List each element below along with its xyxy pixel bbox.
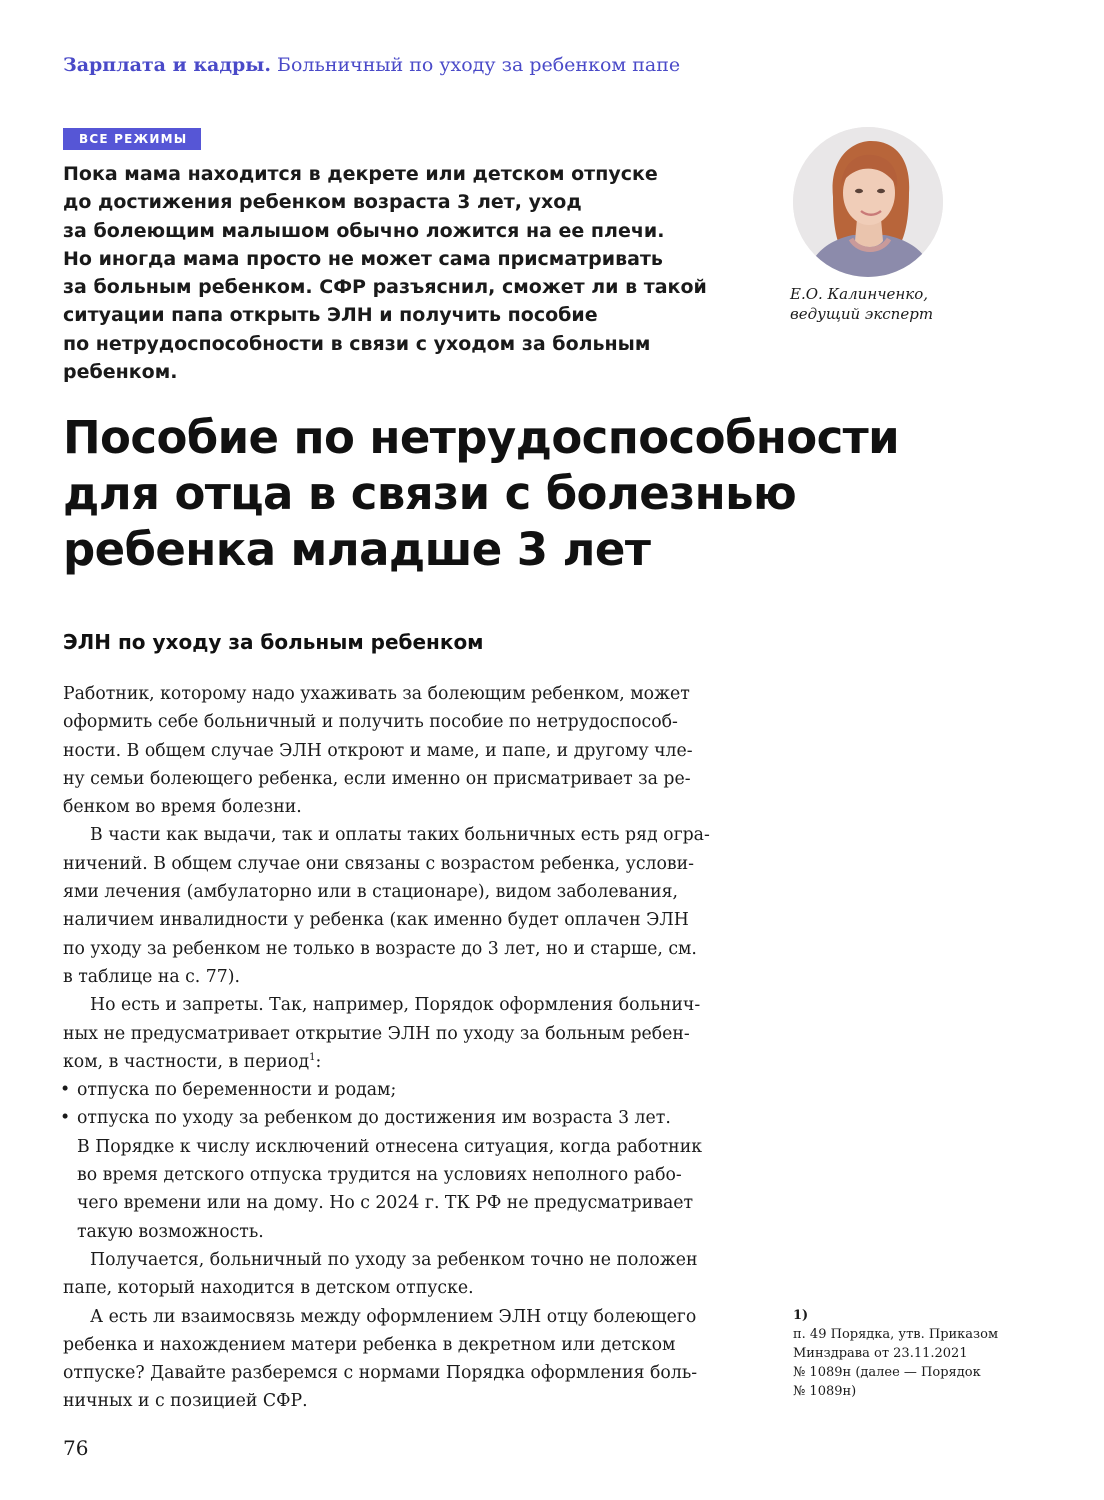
bullet-marker: • bbox=[60, 1080, 71, 1101]
paragraph bbox=[63, 991, 753, 1076]
page-number: 76 bbox=[63, 1436, 89, 1460]
footnote-line: № 1089н) bbox=[793, 1384, 857, 1399]
body-line: в таблице на с. 77). bbox=[63, 966, 241, 987]
body-line: ных не предусматривает открытие ЭЛН по уходу за больным ребен- bbox=[63, 1023, 690, 1044]
body-line: ничных и с позицией СФР. bbox=[63, 1391, 308, 1412]
lead-line: за больным ребенком. СФР разъяснил, сможет ли в такой bbox=[63, 276, 707, 299]
title-line: ребенка младше 3 лет bbox=[63, 523, 651, 576]
author-caption bbox=[790, 284, 933, 324]
footnote-text: п. 49 Порядка, утв. Приказом bbox=[793, 1327, 999, 1342]
author-name: Е.О. Калинченко, bbox=[790, 285, 929, 303]
lead-line: ситуации папа открыть ЭЛН и получить пособие bbox=[63, 304, 598, 327]
body-line: отпуске? Давайте разберемся с нормами Порядка оформления боль- bbox=[63, 1363, 698, 1384]
body-line: Работник, которому надо ухаживать за болеющим ребенком, может bbox=[63, 684, 690, 704]
lead-line: по нетрудоспособности в связи с уходом за больным bbox=[63, 332, 651, 355]
bullet-continuation: во время детского отпуска трудится на условиях неполного рабо- bbox=[77, 1165, 682, 1186]
lead-line: Пока мама находится в декрете или детском отпуске bbox=[63, 163, 658, 185]
running-head-topic: Больничный по уходу за ребенком папе bbox=[277, 54, 681, 76]
paragraph bbox=[63, 1303, 753, 1416]
article-body bbox=[60, 680, 753, 1416]
bullet-text: отпуска по беременности и родам; bbox=[77, 1080, 397, 1101]
body-line: В части как выдачи, так и оплаты таких больничных есть ряд огра- bbox=[90, 825, 710, 846]
author-photo bbox=[793, 127, 943, 277]
title-line: Пособие по нетрудоспособности bbox=[63, 411, 900, 464]
lead-paragraph bbox=[63, 160, 753, 386]
bullet-marker: • bbox=[60, 1108, 71, 1129]
footnote-ref-link[interactable]: 1 bbox=[309, 1051, 316, 1063]
body-line: по уходу за ребенком не только в возрасте до 3 лет, но и старше, см. bbox=[63, 938, 697, 959]
lead-line: ребенком. bbox=[63, 361, 178, 384]
paragraph bbox=[63, 821, 753, 991]
bullet-continuation: такую возможность. bbox=[77, 1221, 264, 1242]
body-line: А есть ли взаимосвязь между оформлением ЭЛН отцу болеющего bbox=[90, 1306, 697, 1327]
bullet-text: отпуска по уходу за ребенком до достижения им возраста 3 лет. bbox=[77, 1108, 671, 1129]
body-line: ями лечения (амбулаторно или в стационаре), видом заболевания, bbox=[63, 882, 679, 903]
bullet-continuation: В Порядке к числу исключений отнесена ситуация, когда работник bbox=[77, 1136, 703, 1157]
bullet-item bbox=[60, 1104, 753, 1132]
footnote-line: Минздрава от 23.11.2021 bbox=[793, 1346, 968, 1361]
bullet-continuation: чего времени или на дому. Но с 2024 г. ТК РФ не предусматривает bbox=[77, 1193, 694, 1214]
body-line: ну семьи болеющего ребенка, если именно он присматривает за ре- bbox=[63, 768, 691, 789]
paragraph bbox=[63, 680, 753, 821]
footnote-line: № 1089н (далее — Порядок bbox=[793, 1365, 981, 1380]
body-line: Но есть и запреты. Так, например, Порядок оформления больнич- bbox=[90, 995, 701, 1016]
author-portrait-image bbox=[793, 127, 943, 277]
body-line: папе, который находится в детском отпуске. bbox=[63, 1278, 474, 1299]
running-head-section: Зарплата и кадры. bbox=[63, 54, 271, 76]
author-role: ведущий эксперт bbox=[790, 305, 934, 323]
body-line: бенком во время болезни. bbox=[63, 797, 302, 818]
article-title bbox=[63, 410, 899, 578]
body-line-end: : bbox=[315, 1051, 322, 1072]
bullet-list bbox=[60, 1076, 753, 1246]
body-line bbox=[63, 1048, 753, 1076]
body-line: ребенка и нахождением матери ребенка в декретном или детском bbox=[63, 1334, 676, 1355]
body-line: ничений. В общем случае они связаны с возрастом ребенка, услови- bbox=[63, 853, 694, 874]
body-line-text: ком, в частности, в период bbox=[63, 1051, 310, 1072]
lead-line: до достижения ребенком возраста 3 лет, уход bbox=[63, 191, 582, 214]
body-line: ности. В общем случае ЭЛН откроют и маме, и папе, и другому чле- bbox=[63, 740, 693, 761]
body-line: наличием инвалидности у ребенка (как именно будет оплачен ЭЛН bbox=[63, 910, 689, 931]
footnote bbox=[793, 1306, 1033, 1401]
paragraph bbox=[63, 1246, 753, 1303]
lead-line: Но иногда мама просто не может сама присматривать bbox=[63, 247, 663, 270]
bullet-item bbox=[60, 1076, 753, 1104]
lead-line: за болеющим малышом обычно ложится на ее плечи. bbox=[63, 219, 665, 242]
body-line: оформить себе больничный и получить пособие по нетрудоспособ- bbox=[63, 712, 678, 733]
title-line: для отца в связи с болезнью bbox=[63, 467, 797, 520]
running-head bbox=[63, 54, 680, 76]
footnote-mark: 1) bbox=[793, 1308, 809, 1323]
body-line: Получается, больничный по уходу за ребенком точно не положен bbox=[90, 1249, 698, 1270]
footnote-line bbox=[793, 1306, 1033, 1344]
section-subhead: ЭЛН по уходу за больным ребенком bbox=[63, 630, 484, 654]
tax-regime-badge: ВСЕ РЕЖИМЫ bbox=[63, 128, 201, 150]
